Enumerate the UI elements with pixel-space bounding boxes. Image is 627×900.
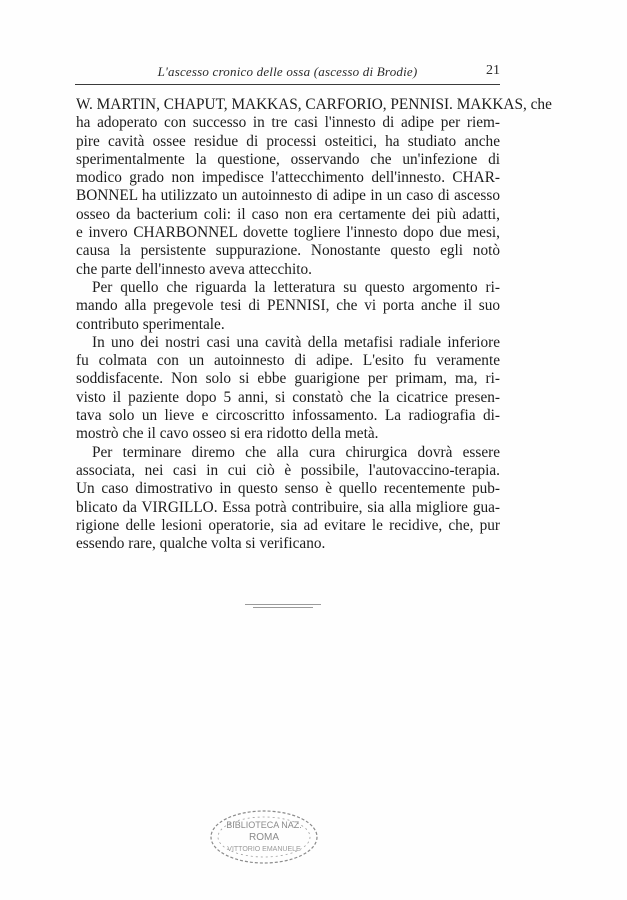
text-line: associata, nei casi in cui ciò è possibile, l'autovaccino-terapia. [76, 461, 500, 479]
text-line: che parte dell'innesto aveva attecchito. [76, 260, 312, 278]
text-line: soddisfacente. Non solo si ebbe guarigione per primam, ma, ri- [76, 370, 500, 388]
text-line: fu colmata con un autoinnesto di adipe. L'esito fu veramente [76, 352, 500, 370]
page-number: 21 [486, 63, 500, 78]
svg-text:ROMA: ROMA [249, 832, 279, 843]
text-line: ha adoperato con successo in tre casi l'innesto di adipe per riem- [76, 114, 500, 132]
text-line: Un caso dimostrativo in questo senso è quello recentemente pub- [76, 480, 500, 498]
text-line: pire cavità ossee residue di processi osteitici, ha studiato anche [76, 132, 500, 150]
body-text [76, 96, 552, 553]
running-head [75, 62, 500, 85]
text-line: rigione delle lesioni operatorie, sia ad evitare le recidive, che, pur [76, 516, 500, 534]
text-line: mando alla pregevole tesi di PENNISI, che vi porta anche il suo [76, 297, 500, 315]
text-line: contributo sperimentale. [76, 315, 225, 333]
text-line: essendo rare, qualche volta si verificano. [76, 535, 326, 553]
text-line: causa la persistente suppurazione. Nonostante questo egli notò [76, 242, 500, 260]
text-line: BONNEL ha utilizzato un autoinnesto di adipe in un caso di ascesso [76, 187, 500, 205]
text-line: In uno dei nostri casi una cavità della metafisi radiale inferiore [92, 333, 500, 351]
text-line: osseo da bacterium coli: il caso non era certamente dei più adatti, [76, 205, 500, 223]
text-line: visto il paziente dopo 5 anni, si constatò che la cicatrice presen- [76, 388, 500, 406]
text-line: W. MARTIN, CHAPUT, MAKKAS, CARFORIO, PENNISI. MAKKAS, che [76, 96, 552, 113]
text-line: blicato da VIRGILLO. Essa potrà contribuire, sia alla migliore gua- [76, 498, 500, 516]
svg-text:BIBLIOTECA NAZ.: BIBLIOTECA NAZ. [226, 820, 302, 830]
text-line: sperimentalmente la questione, osservando che un'infezione di [76, 150, 500, 168]
text-line: modico grado non impedisce l'attecchimento dell'innesto. CHAR- [76, 169, 500, 187]
text-line: Per quello che riguarda la letteratura su questo argomento ri- [92, 278, 500, 296]
text-line: mostrò che il cavo osseo si era ridotto della metà. [76, 425, 379, 443]
text-line: tava solo un lieve e circoscritto infossamento. La radiografia di- [76, 407, 500, 425]
svg-text:VITTORIO EMANUELE: VITTORIO EMANUELE [227, 846, 301, 853]
text-line: Per terminare diremo che alla cura chirurgica dovrà essere [92, 443, 500, 461]
text-line: e invero CHARBONNEL dovette togliere l'innesto dopo due mesi, [76, 224, 500, 242]
running-title: L'ascesso cronico delle ossa (ascesso di Brodie) [157, 64, 418, 79]
end-rule-ornament [245, 604, 321, 610]
library-stamp [208, 808, 320, 866]
